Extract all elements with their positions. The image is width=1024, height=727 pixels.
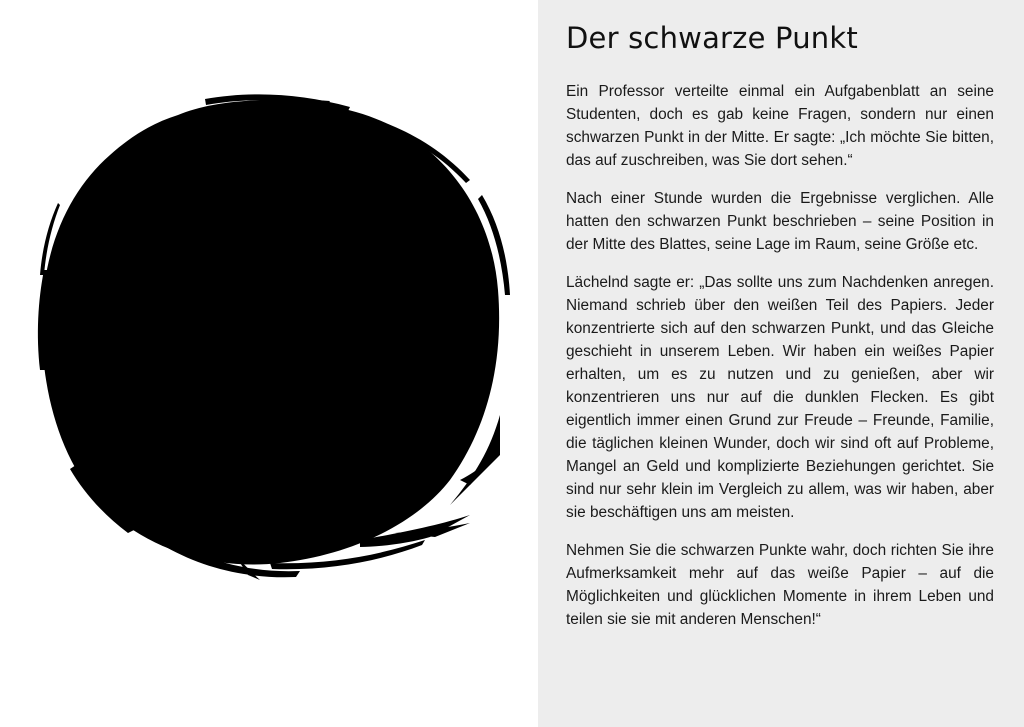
text-panel [538,0,1024,727]
paragraph-3: Lächelnd sagte er: „Das sollte uns zum Nachdenken anregen. Niemand schrieb über den weißen Teil des Papiers. Jeder konzentrierte sich auf den schwarzen Punkt, und das Gleiche geschieht in unserem Leben. Wir haben ein weißes Papier erhalten, um es zu nutzen und zu genießen, aber wir konzentrieren uns nur auf die dunklen Flecken. Es gibt eigentlich immer einen Grund zur Freude – Freunde, Familie, die täglichen kleinen Wunder, doch wir sind oft auf Probleme, Mangel an Geld und komplizierte Beziehungen gerichtet. Sie sind nur sehr klein im Vergleich zu allem, was wir haben, aber sie beschäftigen uns am meisten. [566,274,994,521]
paragraph-1: Ein Professor verteilte einmal ein Aufgabenblatt an seine Studenten, doch es gab keine Fragen, sondern nur einen schwarzen Punkt in der Mitte. Er sagte: „Ich möchte Sie bitten, das auf zuschreiben, was Sie dort sehen.“ [566,83,994,169]
black-dot-icon [30,85,520,585]
paragraph-2: Nach einer Stunde wurden die Ergebnisse verglichen. Alle hatten den schwarzen Punkt beschrieben – seine Position in der Mitte des Blattes, seine Lage im Raum, seine Größe etc. [566,190,994,253]
paragraph-4: Nehmen Sie die schwarzen Punkte wahr, doch richten Sie ihre Aufmerksamkeit mehr auf das weiße Papier – auf die Möglichkeiten und glücklichen Momente in ihrem Leben und teilen sie sie mit anderen Menschen!“ [566,542,994,628]
document-title: Der schwarze Punkt [566,21,858,55]
